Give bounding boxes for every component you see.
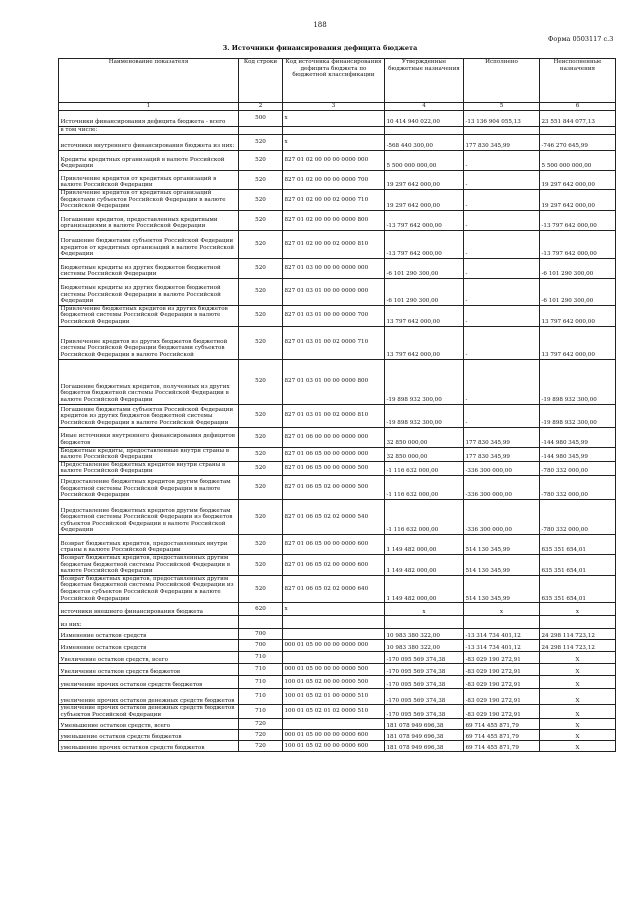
row-name: уменьшение остатков средств бюджетов — [59, 730, 239, 741]
row-name: Бюджетные кредиты из других бюджетов бюджетной системы Российской Федерации — [59, 258, 239, 278]
row-line-code: 700 — [239, 640, 283, 652]
row-approved: -1 116 632 000,00 — [385, 475, 464, 499]
row-executed: -336 300 000,00 — [464, 499, 540, 534]
row-source-code: x — [283, 135, 385, 151]
table-row — [59, 258, 616, 278]
row-approved: -6 101 290 300,00 — [385, 278, 464, 305]
row-executed: -336 300 000,00 — [464, 461, 540, 475]
row-name: источники внутреннего финансирования бюджета из них: — [59, 135, 239, 151]
row-unexecuted: 24 298 114 723,12 — [540, 640, 616, 652]
row-approved: -1 116 632 000,00 — [385, 461, 464, 475]
row-unexecuted: 24 298 114 723,12 — [540, 629, 616, 640]
row-executed: 69 714 455 871,79 — [464, 719, 540, 730]
row-name: Источники финансирования дефицита бюджета - всего — [59, 111, 239, 127]
table-row — [59, 629, 616, 640]
table-row — [59, 719, 616, 730]
row-name: Увеличение остатков средств бюджетов — [59, 664, 239, 676]
row-line-code: 710 — [239, 705, 283, 719]
column-number: 3 — [283, 103, 385, 111]
row-line-code: 520 — [239, 135, 283, 151]
row-approved: -19 898 932 300,00 — [385, 404, 464, 427]
row-name: Привлечение кредитов из других бюджетов бюджетной системы Российской Федерации бюджетами субъектов Российской Федерации в валюте Российской — [59, 326, 239, 359]
row-approved: 1 149 482 000,00 — [385, 534, 464, 554]
row-executed: - — [464, 171, 540, 190]
row-source-code: x — [283, 111, 385, 127]
row-name: Погашение бюджетами субъектов Российской Федерации кредитов из других бюджетов бюджетной системы Российской Федерации в валюте Российской Федерации — [59, 404, 239, 427]
table-row — [59, 135, 616, 151]
row-line-code: 520 — [239, 554, 283, 575]
row-source-code — [283, 629, 385, 640]
table-row — [59, 359, 616, 404]
table-row — [59, 230, 616, 258]
row-executed: 69 714 455 871,79 — [464, 741, 540, 752]
table-row — [59, 111, 616, 127]
row-name: Привлечение кредитов от кредитных организаций в валюте Российской Федерации — [59, 171, 239, 190]
row-executed: -13 136 904 055,13 — [464, 111, 540, 127]
row-name: Возврат бюджетных кредитов, предоставленных другим бюджетам бюджетной системы Российской Федерации из бюджетов субъектов Российской Федерации в валюте Российской Федерации — [59, 575, 239, 602]
row-unexecuted: 635 351 654,01 — [540, 554, 616, 575]
row-unexecuted — [540, 127, 616, 135]
row-source-code — [283, 616, 385, 629]
row-executed: 177 830 345,99 — [464, 447, 540, 461]
row-name: Изменение остатков средств — [59, 629, 239, 640]
row-approved: 13 797 642 000,00 — [385, 326, 464, 359]
row-line-code: 520 — [239, 171, 283, 190]
row-source-code: 827 01 06 05 02 00 0000 500 — [283, 475, 385, 499]
row-source-code: 827 01 03 01 00 00 0000 700 — [283, 305, 385, 326]
row-line-code: 520 — [239, 404, 283, 427]
section-title: 3. Источники финансирования дефицита бюджета — [222, 44, 418, 52]
row-unexecuted: -144 980 345,99 — [540, 447, 616, 461]
table-row — [59, 499, 616, 534]
row-line-code — [239, 127, 283, 135]
row-name: Предоставление бюджетных кредитов внутри страны в валюте Российской Федерации — [59, 461, 239, 475]
row-approved: 5 500 000 000,00 — [385, 151, 464, 171]
column-number: 5 — [464, 103, 540, 111]
table-row — [59, 278, 616, 305]
row-approved: 32 850 000,00 — [385, 427, 464, 447]
row-unexecuted: 23 551 844 077,13 — [540, 111, 616, 127]
row-approved: 10 983 380 322,00 — [385, 629, 464, 640]
row-unexecuted: X — [540, 705, 616, 719]
row-name: Погашение бюджетами субъектов Российской Федерации кредитов от кредитных организаций в валюте Российской Федерации — [59, 230, 239, 258]
row-unexecuted: X — [540, 664, 616, 676]
row-unexecuted: -780 332 000,00 — [540, 461, 616, 475]
row-name: Погашение бюджетных кредитов, полученных из других бюджетов бюджетной системы Российской Федерации в валюте Российской Федерации — [59, 359, 239, 404]
table-row — [59, 404, 616, 427]
row-line-code: 520 — [239, 230, 283, 258]
row-line-code: 520 — [239, 278, 283, 305]
row-executed: 514 130 345,99 — [464, 575, 540, 602]
row-executed: - — [464, 278, 540, 305]
row-source-code: 100 01 05 02 01 02 0000 510 — [283, 705, 385, 719]
table-row — [59, 534, 616, 554]
row-name: Иные источники внутреннего финансирования дефицитов бюджетов — [59, 427, 239, 447]
row-executed — [464, 127, 540, 135]
row-unexecuted: 13 797 642 000,00 — [540, 305, 616, 326]
row-line-code: 700 — [239, 629, 283, 640]
row-executed: -83 029 190 272,91 — [464, 689, 540, 705]
column-header-source-code: Код источника финансирования дефицита бюджета по бюджетной классификации — [283, 59, 385, 103]
row-executed: -13 314 734 401,12 — [464, 640, 540, 652]
row-executed: 177 830 345,99 — [464, 427, 540, 447]
row-name: Возврат бюджетных кредитов, предоставленных другим бюджетам бюджетной системы Российской Федерации в валюте Российской Федерации — [59, 554, 239, 575]
row-line-code: 520 — [239, 447, 283, 461]
row-executed: -83 029 190 272,91 — [464, 652, 540, 664]
row-executed: - — [464, 404, 540, 427]
row-name: источники внешнего финансирования бюджета — [59, 603, 239, 616]
row-name: Привлечение бюджетных кредитов из других бюджетов бюджетной системы Российской Федерации в валюте Российской Федерации — [59, 305, 239, 326]
row-source-code: 827 01 06 05 00 00 0000 000 — [283, 447, 385, 461]
row-source-code — [283, 719, 385, 730]
column-header-name: Наименование показателя — [59, 59, 239, 103]
row-executed: 514 130 345,99 — [464, 554, 540, 575]
table-row — [59, 326, 616, 359]
row-unexecuted — [540, 616, 616, 629]
row-name: Возврат бюджетных кредитов, предоставленных внутри страны в валюте Российской Федерации — [59, 534, 239, 554]
row-name: увеличение прочих остатков денежных средств бюджетов субъектов Российской Федерации — [59, 705, 239, 719]
row-line-code: 520 — [239, 427, 283, 447]
row-source-code: 000 01 05 00 00 00 0000 000 — [283, 640, 385, 652]
column-number: 2 — [239, 103, 283, 111]
row-source-code: 827 01 02 00 00 00 0000 800 — [283, 210, 385, 230]
row-name: Погашение кредитов, предоставленных кредитными организациями в валюте Российской Федерации — [59, 210, 239, 230]
row-executed: -13 314 734 401,12 — [464, 629, 540, 640]
table-row — [59, 127, 616, 135]
row-unexecuted: 19 297 642 000,00 — [540, 171, 616, 190]
row-line-code: 520 — [239, 151, 283, 171]
row-line-code: 720 — [239, 741, 283, 752]
row-name: Изменение остатков средств — [59, 640, 239, 652]
row-unexecuted: -6 101 290 300,00 — [540, 258, 616, 278]
row-unexecuted: -780 332 000,00 — [540, 499, 616, 534]
row-line-code: 710 — [239, 664, 283, 676]
row-line-code: 520 — [239, 461, 283, 475]
row-source-code: 100 01 05 02 01 00 0000 510 — [283, 689, 385, 705]
column-number-row — [59, 103, 616, 111]
row-executed: 177 830 345,99 — [464, 135, 540, 151]
page-number: 188 — [313, 21, 327, 29]
row-unexecuted: 13 797 642 000,00 — [540, 326, 616, 359]
table-row — [59, 305, 616, 326]
row-approved: x — [385, 603, 464, 616]
row-name: из них: — [59, 616, 239, 629]
row-source-code: 827 01 03 01 00 02 0000 710 — [283, 326, 385, 359]
row-line-code: 520 — [239, 326, 283, 359]
table-row — [59, 603, 616, 616]
row-line-code — [239, 616, 283, 629]
row-source-code: 827 01 06 05 02 00 0000 600 — [283, 554, 385, 575]
row-unexecuted: -13 797 642 000,00 — [540, 210, 616, 230]
table-row — [59, 741, 616, 752]
row-source-code: 000 01 05 00 00 00 0000 600 — [283, 730, 385, 741]
row-executed: 514 130 345,99 — [464, 534, 540, 554]
table-row — [59, 616, 616, 629]
row-unexecuted: -19 898 932 300,00 — [540, 359, 616, 404]
row-source-code: 827 01 06 00 00 00 0000 000 — [283, 427, 385, 447]
row-line-code: 520 — [239, 575, 283, 602]
table-row — [59, 640, 616, 652]
row-approved: 19 297 642 000,00 — [385, 171, 464, 190]
table-row — [59, 461, 616, 475]
column-number: 6 — [540, 103, 616, 111]
row-approved: -170 095 569 374,38 — [385, 652, 464, 664]
row-approved: 181 078 949 696,38 — [385, 719, 464, 730]
row-unexecuted: -746 270 645,99 — [540, 135, 616, 151]
row-unexecuted: 5 500 000 000,00 — [540, 151, 616, 171]
table-row — [59, 171, 616, 190]
column-number: 4 — [385, 103, 464, 111]
row-line-code: 720 — [239, 719, 283, 730]
row-name: Кредиты кредитных организаций в валюте Российской Федерации — [59, 151, 239, 171]
row-line-code: 520 — [239, 258, 283, 278]
row-unexecuted: 635 351 654,01 — [540, 534, 616, 554]
row-unexecuted: X — [540, 652, 616, 664]
row-source-code: 100 01 05 02 00 00 0000 500 — [283, 676, 385, 689]
financing-sources-table — [58, 58, 616, 752]
row-unexecuted: 635 351 654,01 — [540, 575, 616, 602]
row-approved: -170 095 569 374,38 — [385, 676, 464, 689]
row-approved: -568 440 300,00 — [385, 135, 464, 151]
row-executed: - — [464, 258, 540, 278]
row-source-code: 827 01 02 00 00 02 0000 710 — [283, 190, 385, 211]
table-row — [59, 652, 616, 664]
row-executed: -83 029 190 272,91 — [464, 676, 540, 689]
row-source-code: 827 01 02 00 00 00 0000 000 — [283, 151, 385, 171]
row-name: Предоставление бюджетных кредитов другим бюджетам бюджетной системы Российской Федерации из бюджетов субъектов Российской Федерации в валюте Российской Федерации — [59, 499, 239, 534]
row-line-code: 520 — [239, 305, 283, 326]
row-executed: - — [464, 210, 540, 230]
table-row — [59, 427, 616, 447]
table-row — [59, 705, 616, 719]
table-row — [59, 151, 616, 171]
row-executed: - — [464, 305, 540, 326]
column-header-line-code: Код строки — [239, 59, 283, 103]
row-unexecuted: X — [540, 719, 616, 730]
table-row — [59, 664, 616, 676]
column-header-executed: Исполнено — [464, 59, 540, 103]
row-unexecuted: X — [540, 741, 616, 752]
row-name: Уменьшение остатков средств, всего — [59, 719, 239, 730]
row-executed — [464, 616, 540, 629]
row-line-code: 520 — [239, 190, 283, 211]
row-line-code: 520 — [239, 499, 283, 534]
row-approved: 181 078 949 696,38 — [385, 730, 464, 741]
row-source-code: 827 01 02 00 00 00 0000 700 — [283, 171, 385, 190]
row-approved: -1 116 632 000,00 — [385, 499, 464, 534]
row-source-code: 827 01 06 05 00 00 0000 600 — [283, 534, 385, 554]
row-approved: -19 898 932 300,00 — [385, 359, 464, 404]
row-executed: -83 029 190 272,91 — [464, 664, 540, 676]
row-unexecuted: -144 980 345,99 — [540, 427, 616, 447]
row-source-code — [283, 652, 385, 664]
row-source-code: 827 01 06 05 02 02 0000 640 — [283, 575, 385, 602]
row-approved: -170 095 569 374,38 — [385, 705, 464, 719]
row-source-code: 827 01 06 05 00 00 0000 500 — [283, 461, 385, 475]
column-header-unexecuted: Неисполненные назначения — [540, 59, 616, 103]
row-source-code: x — [283, 603, 385, 616]
table-row — [59, 447, 616, 461]
row-line-code: 710 — [239, 689, 283, 705]
row-source-code — [283, 127, 385, 135]
row-approved: 19 297 642 000,00 — [385, 190, 464, 211]
row-unexecuted: 19 297 642 000,00 — [540, 190, 616, 211]
row-approved: 10 983 380 322,00 — [385, 640, 464, 652]
row-approved — [385, 616, 464, 629]
row-executed: -336 300 000,00 — [464, 475, 540, 499]
row-source-code: 827 01 03 00 00 00 0000 000 — [283, 258, 385, 278]
row-executed: - — [464, 151, 540, 171]
row-approved: -170 095 569 374,38 — [385, 664, 464, 676]
form-reference: Форма 0503117 с.3 — [548, 35, 614, 43]
row-name: Бюджетные кредиты, предоставленные внутри страны в валюте Российской Федерации — [59, 447, 239, 461]
row-name: Увеличение остатков средств, всего — [59, 652, 239, 664]
row-name: в том числе: — [59, 127, 239, 135]
row-approved: 1 149 482 000,00 — [385, 575, 464, 602]
row-name: увеличение прочих остатков денежных средств бюджетов — [59, 689, 239, 705]
row-source-code: 827 01 03 01 00 00 0000 800 — [283, 359, 385, 404]
row-executed: - — [464, 230, 540, 258]
table-row — [59, 730, 616, 741]
row-source-code: 827 01 03 01 00 02 0000 810 — [283, 404, 385, 427]
row-unexecuted: X — [540, 730, 616, 741]
row-line-code: 520 — [239, 475, 283, 499]
row-executed: x — [464, 603, 540, 616]
row-unexecuted: x — [540, 603, 616, 616]
row-approved: 10 414 940 022,00 — [385, 111, 464, 127]
table-row — [59, 210, 616, 230]
row-line-code: 520 — [239, 210, 283, 230]
table-row — [59, 575, 616, 602]
row-approved: -13 797 642 000,00 — [385, 230, 464, 258]
row-line-code: 500 — [239, 111, 283, 127]
row-unexecuted: -19 898 932 300,00 — [540, 404, 616, 427]
row-name: Привлечение кредитов от кредитных организаций бюджетами субъектов Российской Федерации в валюте Российской Федерации — [59, 190, 239, 211]
table-header-row — [59, 59, 616, 103]
row-name: Бюджетные кредиты из других бюджетов бюджетной системы Российской Федерации в валюте Российской Федерации — [59, 278, 239, 305]
row-source-code: 827 01 06 05 02 02 0000 540 — [283, 499, 385, 534]
column-number: 1 — [59, 103, 239, 111]
row-approved: -6 101 290 300,00 — [385, 258, 464, 278]
row-line-code: 520 — [239, 534, 283, 554]
column-header-approved: Утвержденные бюджетные назначения — [385, 59, 464, 103]
row-approved: 1 149 482 000,00 — [385, 554, 464, 575]
row-executed: - — [464, 359, 540, 404]
row-approved: 13 797 642 000,00 — [385, 305, 464, 326]
table-row — [59, 475, 616, 499]
row-line-code: 710 — [239, 676, 283, 689]
row-approved: -170 095 569 374,38 — [385, 689, 464, 705]
row-approved: 181 078 949 696,38 — [385, 741, 464, 752]
row-executed: - — [464, 326, 540, 359]
row-approved: -13 797 642 000,00 — [385, 210, 464, 230]
row-source-code: 000 01 05 00 00 00 0000 500 — [283, 664, 385, 676]
table-row — [59, 676, 616, 689]
row-executed: - — [464, 190, 540, 211]
row-line-code: 710 — [239, 652, 283, 664]
row-unexecuted: X — [540, 689, 616, 705]
row-executed: -83 029 190 272,91 — [464, 705, 540, 719]
row-approved: 32 850 000,00 — [385, 447, 464, 461]
row-line-code: 720 — [239, 730, 283, 741]
row-source-code: 827 01 02 00 00 02 0000 810 — [283, 230, 385, 258]
table-row — [59, 554, 616, 575]
row-approved — [385, 127, 464, 135]
row-name: увеличение прочих остатков средств бюджетов — [59, 676, 239, 689]
row-executed: 69 714 455 871,79 — [464, 730, 540, 741]
row-source-code: 827 01 03 01 00 00 0000 000 — [283, 278, 385, 305]
row-unexecuted: -13 797 642 000,00 — [540, 230, 616, 258]
row-unexecuted: -780 332 000,00 — [540, 475, 616, 499]
row-name: Предоставление бюджетных кредитов другим бюджетам бюджетной системы Российской Федерации в валюте Российской Федерации — [59, 475, 239, 499]
row-unexecuted: -6 101 290 300,00 — [540, 278, 616, 305]
row-line-code: 520 — [239, 359, 283, 404]
row-source-code: 100 01 05 02 00 00 0000 600 — [283, 741, 385, 752]
row-unexecuted: X — [540, 676, 616, 689]
row-name: уменьшение прочих остатков средств бюджетов — [59, 741, 239, 752]
table-row — [59, 689, 616, 705]
table-row — [59, 190, 616, 211]
row-line-code: 620 — [239, 603, 283, 616]
